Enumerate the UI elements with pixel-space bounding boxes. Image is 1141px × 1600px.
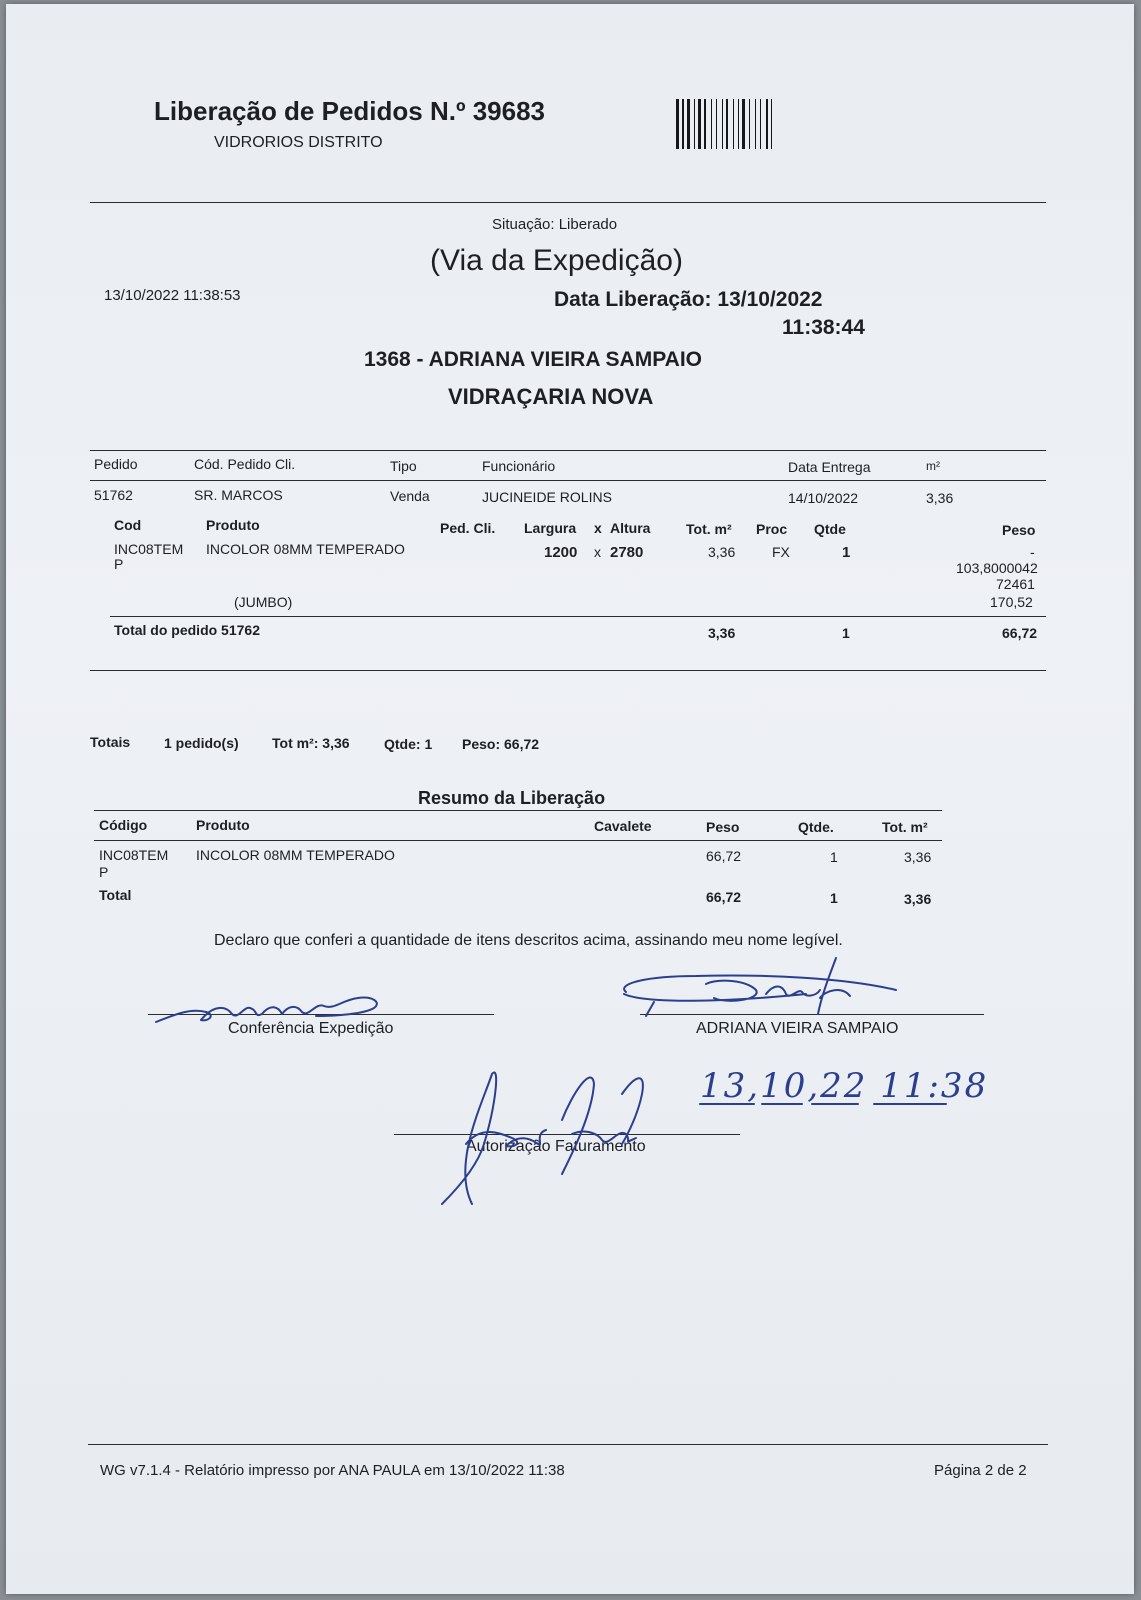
totals-peso: Peso: 66,72 bbox=[462, 736, 540, 752]
order-table-bottom-rule bbox=[90, 670, 1046, 671]
barcode-bar bbox=[733, 99, 734, 149]
customer-company: VIDRAÇARIA NOVA bbox=[448, 384, 654, 409]
summary-peso: 66,72 bbox=[706, 848, 742, 864]
customer-name: 1368 - ADRIANA VIEIRA SAMPAIO bbox=[364, 348, 702, 371]
col-funcionario: Funcionário bbox=[482, 458, 556, 474]
order-pedido: 51762 bbox=[94, 487, 133, 503]
item-peso-dash: - bbox=[1030, 544, 1035, 560]
barcode bbox=[676, 99, 848, 149]
item-proc: FX bbox=[772, 544, 790, 560]
col-m2: m² bbox=[926, 459, 940, 473]
summary-header-rule bbox=[94, 840, 942, 841]
footer-rule bbox=[88, 1444, 1048, 1445]
item-peso-total: 170,52 bbox=[990, 594, 1033, 610]
order-total-peso: 66,72 bbox=[1002, 625, 1038, 641]
col-data-entrega: Data Entrega bbox=[788, 459, 871, 475]
item-col-altura: Altura bbox=[610, 520, 651, 536]
item-peso-cont: 72461 bbox=[996, 576, 1035, 592]
signature-label-conferencia: Conferência Expedição bbox=[228, 1020, 394, 1037]
summary-col-cavalete: Cavalete bbox=[594, 818, 652, 834]
summary-codigo-cont: P bbox=[99, 864, 109, 880]
item-largura: 1200 bbox=[544, 544, 578, 561]
summary-total-tot-m2: 3,36 bbox=[904, 891, 932, 907]
barcode-bar bbox=[676, 99, 679, 149]
order-tipo: Venda bbox=[390, 488, 430, 504]
signature-cliente-handwritten bbox=[606, 954, 906, 1029]
item-cod: INC08TEM bbox=[114, 541, 184, 557]
item-qtde: 1 bbox=[842, 544, 851, 561]
barcode-bar bbox=[749, 99, 750, 149]
order-m2: 3,36 bbox=[926, 490, 954, 506]
summary-total-qtde: 1 bbox=[830, 890, 838, 906]
summary-top-rule bbox=[94, 810, 942, 811]
summary-col-tot-m2: Tot. m² bbox=[882, 819, 928, 835]
item-note: (JUMBO) bbox=[234, 594, 293, 610]
summary-tot-m2: 3,36 bbox=[904, 849, 932, 865]
handwritten-date-underline bbox=[698, 1098, 968, 1110]
order-data-entrega: 14/10/2022 bbox=[788, 490, 859, 506]
barcode-bar bbox=[711, 99, 712, 149]
signature-label-autorizacao: Autorização Faturamento bbox=[466, 1138, 646, 1155]
declaration-text: Declaro que conferi a quantidade de itens descritos acima, assinando meu nome legível. bbox=[214, 932, 843, 949]
item-col-proc: Proc bbox=[756, 521, 788, 537]
barcode-bar bbox=[698, 99, 701, 149]
totals-m2: Tot m²: 3,36 bbox=[272, 735, 350, 751]
item-altura: 2780 bbox=[610, 544, 644, 561]
item-col-tot-m2: Tot. m² bbox=[686, 521, 732, 537]
item-col-peso: Peso bbox=[1002, 522, 1036, 538]
company-name: VIDRORIOS DISTRITO bbox=[214, 134, 383, 151]
signature-conferencia-handwritten bbox=[146, 984, 396, 1029]
release-time: 11:38:44 bbox=[782, 316, 865, 339]
summary-title: Resumo da Liberação bbox=[418, 788, 606, 808]
summary-codigo: INC08TEM bbox=[99, 847, 169, 863]
barcode-bar bbox=[726, 99, 728, 149]
summary-col-codigo: Código bbox=[99, 817, 148, 833]
print-timestamp: 13/10/2022 11:38:53 bbox=[104, 287, 241, 304]
item-col-largura: Largura bbox=[524, 520, 577, 536]
barcode-bar bbox=[742, 99, 745, 149]
document-page bbox=[6, 4, 1134, 1594]
summary-qtde: 1 bbox=[830, 849, 838, 865]
signature-label-cliente: ADRIANA VIEIRA SAMPAIO bbox=[696, 1020, 899, 1037]
col-pedido: Pedido bbox=[94, 456, 138, 472]
item-x: x bbox=[594, 544, 601, 560]
summary-produto: INCOLOR 08MM TEMPERADO bbox=[196, 847, 395, 863]
summary-total-peso: 66,72 bbox=[706, 889, 742, 905]
barcode-bar bbox=[771, 99, 772, 149]
via-title: (Via da Expedição) bbox=[430, 244, 683, 277]
header-divider bbox=[90, 202, 1046, 203]
summary-col-qtde: Qtde. bbox=[798, 819, 834, 835]
item-col-qtde: Qtde bbox=[814, 521, 846, 537]
status-text: Situação: Liberado bbox=[492, 216, 618, 233]
totals-pedidos: 1 pedido(s) bbox=[164, 735, 239, 751]
order-total-qtde: 1 bbox=[842, 625, 850, 641]
order-table-header-rule bbox=[90, 480, 1046, 481]
summary-col-produto: Produto bbox=[196, 817, 250, 833]
order-total-m2: 3,36 bbox=[708, 625, 736, 641]
item-col-x: x bbox=[594, 520, 602, 536]
totals-qtde: Qtde: 1 bbox=[384, 736, 433, 752]
order-table-top-rule bbox=[90, 450, 1046, 451]
barcode-bar bbox=[766, 99, 768, 149]
item-produto: INCOLOR 08MM TEMPERADO bbox=[206, 541, 405, 557]
barcode-bar bbox=[722, 99, 723, 149]
summary-total-label: Total bbox=[99, 887, 132, 903]
barcode-bar bbox=[755, 99, 756, 149]
item-cod-cont: P bbox=[114, 556, 124, 572]
barcode-bar bbox=[738, 99, 739, 149]
item-col-produto: Produto bbox=[206, 517, 260, 533]
item-total-rule bbox=[110, 616, 1046, 617]
document-title: Liberação de Pedidos N.º 39683 bbox=[154, 96, 545, 126]
item-col-cod: Cod bbox=[114, 517, 142, 533]
barcode-bar bbox=[704, 99, 706, 149]
item-tot-m2: 3,36 bbox=[708, 544, 736, 560]
footer-page-number: Página 2 de 2 bbox=[934, 1462, 1027, 1479]
order-funcionario: JUCINEIDE ROLINS bbox=[482, 489, 612, 505]
footer-printed-by: WG v7.1.4 - Relatório impresso por ANA PAULA em 13/10/2022 11:38 bbox=[100, 1462, 565, 1479]
signature-autorizacao-handwritten bbox=[422, 1064, 662, 1224]
col-cod-pedido-cli: Cód. Pedido Cli. bbox=[194, 456, 296, 472]
order-total-label: Total do pedido 51762 bbox=[114, 622, 260, 638]
col-tipo: Tipo bbox=[390, 458, 417, 474]
handwritten-date: 13,10,22 11:38 bbox=[700, 1066, 989, 1106]
barcode-bar bbox=[687, 99, 690, 149]
barcode-bar bbox=[682, 99, 684, 149]
summary-col-peso: Peso bbox=[706, 819, 740, 835]
barcode-bar bbox=[694, 99, 695, 149]
release-date: Data Liberação: 13/10/2022 bbox=[554, 288, 823, 311]
order-cod-pedido-cli: SR. MARCOS bbox=[194, 487, 283, 503]
totals-label: Totais bbox=[90, 734, 131, 750]
item-col-ped-cli: Ped. Cli. bbox=[440, 520, 496, 536]
barcode-bar bbox=[716, 99, 717, 149]
barcode-bar bbox=[760, 99, 761, 149]
item-peso: 103,8000042 bbox=[956, 560, 1038, 576]
